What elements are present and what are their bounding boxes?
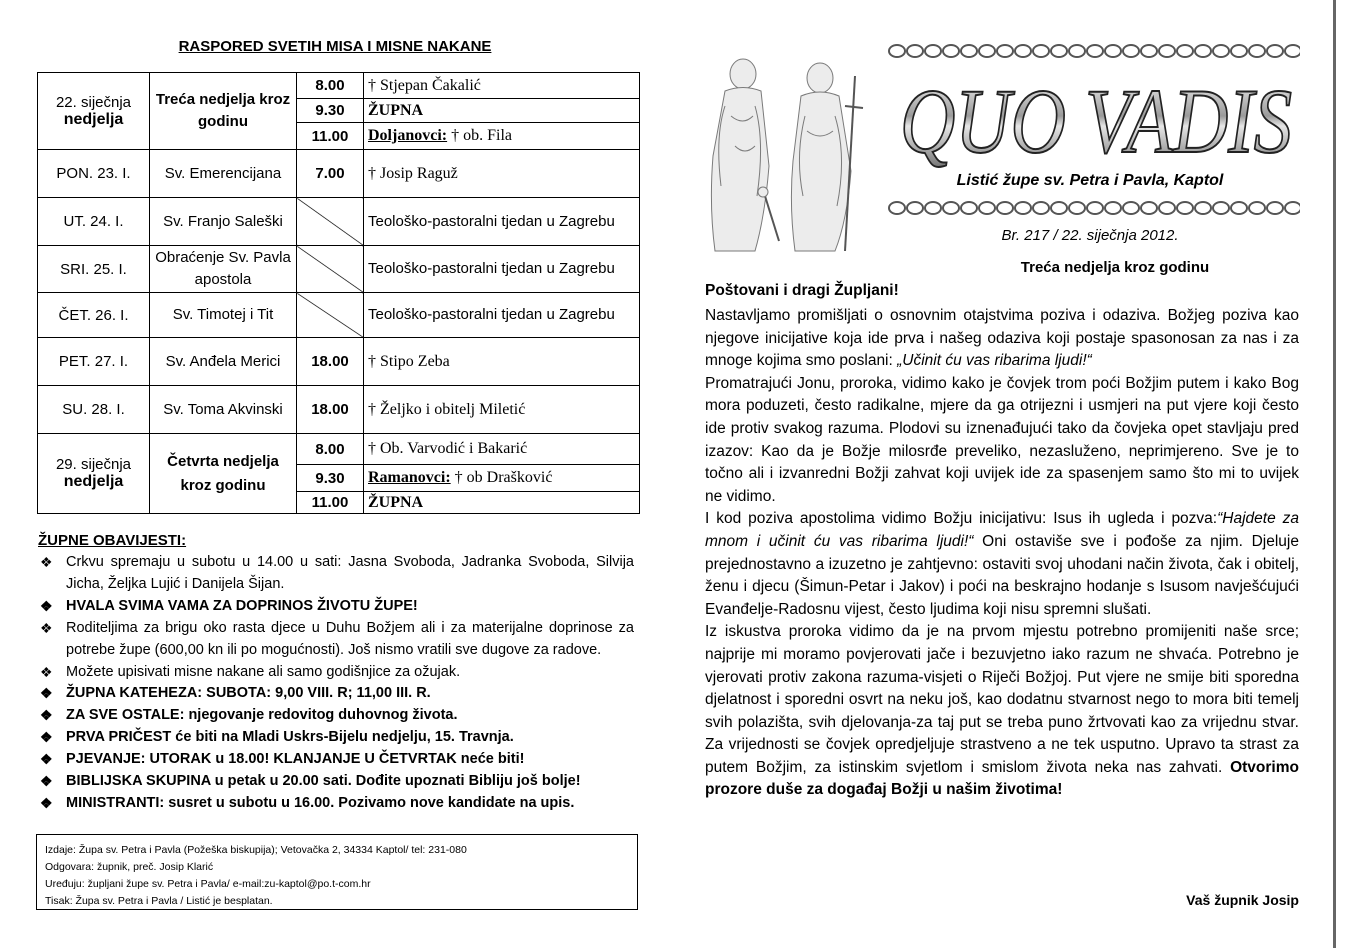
list-item: ❖ HVALA SVIMA VAMA ZA DOPRINOS ŽIVOTU ŽUPE! — [38, 596, 634, 618]
list-item: ❖ Možete upisivati misne nakane ali samo godišnjice za ožujak. — [38, 662, 634, 684]
feast-cell: Sv. Franjo Saleški — [150, 198, 297, 246]
table-row — [38, 338, 640, 386]
sunday-heading: Treća nedjelja kroz godinu — [1020, 259, 1210, 276]
no-mass-slash — [297, 198, 364, 246]
feast-cell: Sv. Toma Akvinski — [150, 386, 297, 434]
mass-intention: Teološko-pastoralni tjedan u Zagrebu — [364, 198, 640, 246]
mass-time: 8.00 — [297, 73, 364, 99]
paragraph: I kod poziva apostolima vidimo Božju inicijativu: Isus ih ugleda i pozva:“Hajdete za mnom i učinit ću vas ribarima ljudi!“ Oni ostaviše sve i pođoše za njim. Djeluje prejednostavno a izuzetno je zahtjevno: ostaviti svoj uhodani način života, čak i obitelj, ženu i djecu (Šimun-Petar i Jakov) i poći na beskrajno hodanje s Isusom navješćujući Evanđelje-Radosnu vijest, često ljudima koji nisu spremni slušati. — [705, 510, 1299, 618]
bottom-rope-border — [888, 199, 1300, 217]
scripture-quote: “Hajdete za mnom i učinit ću vas ribarima ljudi!“ — [705, 510, 1299, 550]
mass-place: Doljanovci: — [368, 127, 448, 144]
mass-time: 11.00 — [297, 492, 364, 514]
bullet-icon: ❖ — [40, 619, 53, 636]
impressum-line: Tisak: Župa sv. Petra i Pavla / Listić je besplatan. — [45, 895, 273, 907]
table-row — [38, 246, 640, 293]
signature: Vaš župnik Josip — [1186, 892, 1299, 908]
schedule-title: RASPORED SVETIH MISA I MISNE NAKANE — [178, 38, 492, 55]
date-cell: SRI. 25. I. — [38, 246, 150, 293]
mass-schedule-table — [37, 72, 640, 514]
bullet-icon: ❖ — [40, 794, 53, 811]
table-row — [38, 386, 640, 434]
notices-list — [38, 552, 634, 815]
list-item: ❖ ZA SVE OSTALE: njegovanje redovitog duhovnog života. — [38, 705, 634, 727]
date-cell: UT. 24. I. — [38, 198, 150, 246]
list-item: ❖ Crkvu spremaju u subotu u 14.00 u sati: Jasna Svoboda, Jadranka Svoboda, Silvija Jicha, Željka Lujić i Danijela Šijan. — [40, 554, 634, 592]
table-row — [38, 434, 640, 465]
mass-intention: Ramanovci: † ob Drašković — [364, 465, 640, 492]
list-item: ❖ PJEVANJE: UTORAK u 18.00! KLANJANJE U ČETVRTAK neće biti! — [38, 749, 634, 771]
bullet-icon: ❖ — [40, 729, 53, 746]
table-row — [38, 198, 640, 246]
mass-time: 18.00 — [297, 338, 364, 386]
closing-exhortation: Otvorimo prozore duše za događaj Božji u našim životima! — [705, 758, 1299, 799]
mass-intention: Teološko-pastoralni tjedan u Zagrebu — [364, 293, 640, 338]
scripture-quote: „Učinit ću vas ribarima ljudi!“ — [897, 352, 1092, 370]
list-item: ❖ PRVA PRIČEST će biti na Mladi Uskrs-Bijelu nedjelju, 15. Travnja. — [38, 727, 634, 749]
letter-body — [705, 305, 1299, 802]
issue-number: Br. 217 / 22. siječnja 2012. — [1001, 227, 1179, 244]
masthead-subtitle: Listić župe sv. Petra i Pavla, Kaptol — [956, 172, 1224, 189]
mass-intention: † Željko i obitelj Miletić — [364, 386, 640, 434]
saints-illustration — [695, 46, 870, 256]
mass-intention: † Josip Raguž — [364, 150, 640, 198]
date-cell: SU. 28. I. — [38, 386, 150, 434]
date-cell: PON. 23. I. — [38, 150, 150, 198]
impressum-box — [36, 834, 638, 910]
masthead-title-text: QUO VADIS — [900, 70, 1292, 172]
mass-time: 7.00 — [297, 150, 364, 198]
mass-intention: † Stipo Zeba — [364, 338, 640, 386]
feast-cell: Treća nedjelja kroz godinu — [150, 73, 297, 150]
no-mass-slash — [297, 246, 364, 293]
mass-intention: ŽUPNA — [364, 492, 640, 514]
paragraph: Nastavljamo promišljati o osnovnim otajstvima poziva i odaziva. Božjeg poziva kao njegove inicijative koja ide prva i našeg odaziva koji postaje spasonosan za nas i za mnoge kojima smo poslani: „Učinit ću vas ribarima ljudi!“ — [705, 307, 1299, 370]
mass-intention: ŽUPNA — [364, 99, 640, 123]
table-row — [38, 73, 640, 99]
feast-cell: Četvrta nedjelja kroz godinu — [150, 434, 297, 514]
mass-time: 18.00 — [297, 386, 364, 434]
mass-place: Ramanovci: — [368, 469, 451, 486]
date-cell: PET. 27. I. — [38, 338, 150, 386]
mass-time: 9.30 — [297, 465, 364, 492]
masthead-title — [896, 60, 1296, 170]
bullet-icon: ❖ — [40, 685, 53, 702]
mass-time: 8.00 — [297, 434, 364, 465]
table-row — [38, 150, 640, 198]
mass-intention: † Stjepan Čakalić — [364, 73, 640, 99]
list-item: ❖ ŽUPNA KATEHEZA: SUBOTA: 9,00 VIII. R; 11,00 III. R. — [38, 683, 634, 705]
bullet-icon: ❖ — [40, 554, 53, 570]
page-edge — [1333, 0, 1336, 948]
impressum-line: Izdaje: Župa sv. Petra i Pavla (Požeška biskupija); Vetovačka 2, 34334 Kaptol/ tel: 231-080 — [45, 844, 467, 856]
impressum-line: Uređuju: župljani župe sv. Petra i Pavla/ e-mail:zu-kaptol@po.t-com.hr — [45, 878, 371, 890]
date-cell: 22. siječnja nedjelja — [38, 73, 150, 150]
mass-time: 11.00 — [297, 123, 364, 150]
bullet-icon: ❖ — [40, 707, 53, 724]
impressum-line: Odgovara: župnik, preč. Josip Klarić — [45, 861, 214, 873]
mass-time: 9.30 — [297, 99, 364, 123]
table-row — [38, 293, 640, 338]
mass-intention: Doljanovci: † ob. Fila — [364, 123, 640, 150]
paragraph: Promatrajući Jonu, proroka, vidimo kako je čovjek trom poći Božjim putem i kako Bog mora poduzeti, često radikalne, mjere da ga otrijezni i usmjeri na put vjere koji često ide protiv svakog razuma. Plodovi su iznenađujući tako da čovjeka opet stavljaju pred izazov: Kao da je Božje milosrđe preveliko, nezasluženo, neprimjereno. Sve je to točno ali i izvanredni Božji zahvat koji uvijek ide za spasenjem samo što mi to uvijek ne vidimo. — [705, 374, 1299, 505]
letter-greeting: Poštovani i dragi Župljani! — [705, 282, 899, 299]
feast-cell: Sv. Timotej i Tit — [150, 293, 297, 338]
bullet-icon: ❖ — [40, 597, 53, 614]
mass-intention: Teološko-pastoralni tjedan u Zagrebu — [364, 246, 640, 293]
bullet-icon: ❖ — [40, 751, 53, 768]
list-item: ❖ BIBLIJSKA SKUPINA u petak u 20.00 sati. Dođite upoznati Bibliju još bolje! — [38, 771, 634, 793]
feast-cell: Sv. Anđela Merici — [150, 338, 297, 386]
bullet-icon: ❖ — [40, 773, 53, 790]
no-mass-slash — [297, 293, 364, 338]
date-cell: ČET. 26. I. — [38, 293, 150, 338]
feast-cell: Obraćenje Sv. Pavla apostola — [150, 246, 297, 293]
date-cell: 29. siječnja nedjelja — [38, 434, 150, 514]
list-item: ❖ MINISTRANTI: susret u subotu u 16.00. Pozivamo nove kandidate na upis. — [38, 793, 634, 815]
list-item: ❖ Roditeljima za brigu oko rasta djece u Duhu Božjem ali i za materijalne doprinose za potrebe župe (600,00 kn ili po mogućnosti). Još nismo vratili sve dugove za radove. — [40, 619, 634, 658]
mass-intention: † Ob. Varvodić i Bakarić — [364, 434, 640, 465]
bullet-icon: ❖ — [40, 663, 53, 680]
notices-title: ŽUPNE OBAVIJESTI: — [38, 532, 187, 549]
top-rope-border — [888, 42, 1300, 60]
feast-cell: Sv. Emerencijana — [150, 150, 297, 198]
paragraph: Iz iskustva proroka vidimo da je na prvom mjestu potrebno promijeniti naše srce; najprije mi moramo povjerovati jače i bezuvjetno iako razum ne shvaća. Potrebno je vjerovati protiv zakona razuma-visjeti o Riječi Božjoj. Put vjere ne smije biti sporedna djelatnost i sporedni osvrt na neku još, kao dodatnu stvarnost nego to mora biti temelj svih polazišta, svih djelovanja-za taj put se treba puno žrtvovati kao za vrijednu stvar. Za vrijednosti se čovjek opredjeljuje strastveno a ne tek usputno. Upravo ta strast za putem Božjim, za istinskim svjetlom i smislom života neka nas zahvati. Otvorimo prozore duše za događaj Božji u našim životima! — [705, 623, 1299, 799]
